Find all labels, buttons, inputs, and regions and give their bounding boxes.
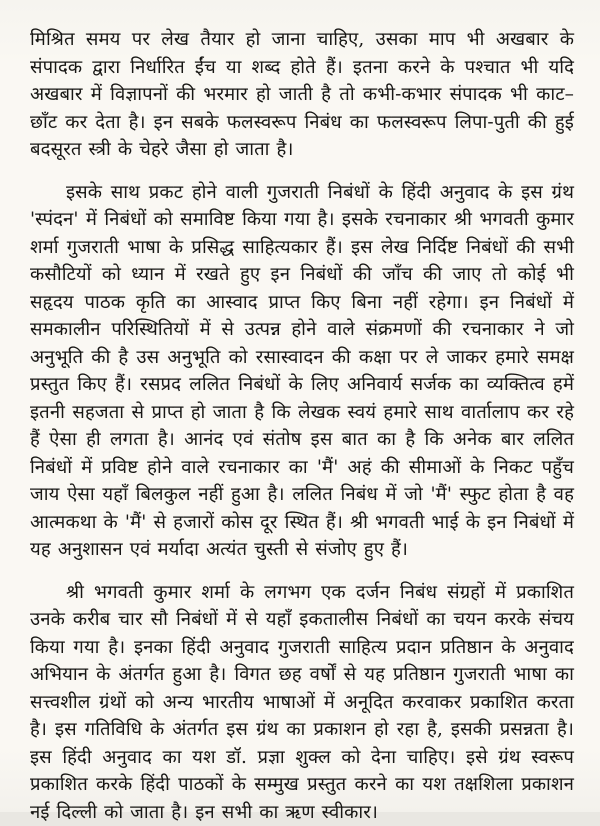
page-text	[30, 26, 574, 826]
paragraph: श्री भगवती कुमार शर्मा के लगभग एक दर्जन निबंध संग्रहों में प्रकाशित उनके करीब चार सौ निबंधों में से यहाँ इकतालीस निबंधों का चयन करके संचय किया गया है। इनका हिंदी अनुवाद गुजराती साहित्य प्रदान प्रतिष्ठान के अनुवाद अभियान के अंतर्गत हुआ है। विगत छह वर्षों से यह प्रतिष्ठान गुजराती भाषा का सत्त्वशील ग्रंथों को अन्य भारतीय भाषाओं में अनूदित करवाकर प्रकाशित करता है। इस गतिविधि के अंतर्गत इस ग्रंथ का प्रकाशन हो रहा है, इसकी प्रसन्नता है। इस हिंदी अनुवाद का यश डॉ. प्रज्ञा शुक्ल को देना चाहिए। इसे ग्रंथ स्वरूप प्रकाशित करके हिंदी पाठकों के सम्मुख प्रस्तुत करने का यश तक्षशिला प्रकाशन नई दिल्ली को जाता है। इन सभी का ऋण स्वीकार।	[30, 579, 574, 826]
paragraph: मिश्रित समय पर लेख तैयार हो जाना चाहिए, उसका माप भी अखबार के संपादक द्वारा निर्धारित ईंच या शब्द होते हैं। इतना करने के पश्चात भी यदि अखबार में विज्ञापनों की भरमार हो जाती है तो कभी-कभार संपादक भी काट– छाँट कर देता है। इन सबके फलस्वरूप निबंध का फलस्वरूप लिपा-पुती की हुई बदसूरत स्त्री के चेहरे जैसा हो जाता है।	[30, 26, 574, 164]
paragraph: इसके साथ प्रकट होने वाली गुजराती निबंधों के हिंदी अनुवाद के इस ग्रंथ 'स्पंदन' में निबंधों को समाविष्ट किया गया है। इसके रचनाकार श्री भगवती कुमार शर्मा गुजराती भाषा के प्रसिद्ध साहित्यकार हैं। इस लेख निर्दिष्ट निबंधों की सभी कसौटियों को ध्यान में रखते हुए इन निबंधों की जाँच की जाए तो कोई भी सहृदय पाठक कृति का आस्वाद प्राप्त किए बिना नहीं रहेगा। इन निबंधों में समकालीन परिस्थितियों में से उत्पन्न होने वाले संक्रमणों की रचनाकार ने जो अनुभूति की है उस अनुभूति को रसास्वादन की कक्षा पर ले जाकर हमारे समक्ष प्रस्तुत किए हैं। रसप्रद ललित निबंधों के लिए अनिवार्य सर्जक का व्यक्तित्व हमें इतनी सहजता से प्राप्त हो जाता है कि लेखक स्वयं हमारे साथ वार्तालाप कर रहे हैं ऐसा ही लगता है। आनंद एवं संतोष इस बात का है कि अनेक बार ललित निबंधों में प्रविष्ट होने वाले रचनाकार का 'मैं' अहं की सीमाओं के निकट पहुँच जाय ऐसा यहाँ बिलकुल नहीं हुआ है। ललित निबंध में जो 'मैं' स्फुट होता है वह आत्मकथा के 'मैं' से हजारों कोस दूर स्थित हैं। श्री भगवती भाई के इन निबंधों में यह अनुशासन एवं मर्यादा अत्यंत चुस्ती से संजोए हुए हैं।	[30, 179, 574, 564]
